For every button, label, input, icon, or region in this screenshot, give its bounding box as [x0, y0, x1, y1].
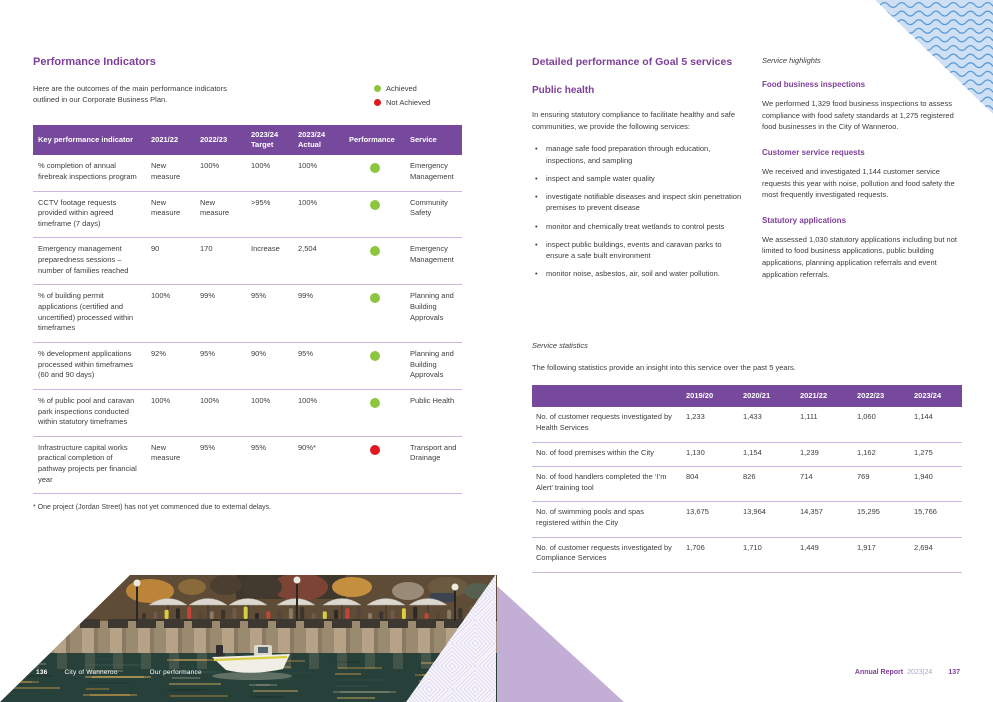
- kpi-service-cell: Transport and Drainage: [405, 436, 462, 494]
- stats-table-row: [532, 467, 962, 502]
- stats-value-cell: 1,940: [910, 467, 962, 502]
- page-title: Performance Indicators: [33, 56, 156, 68]
- kpi-actual-cell: 99%: [293, 285, 344, 343]
- service-list-item: • monitor and chemically treat wetlands to control pests: [532, 221, 746, 232]
- kpi-target-cell: 95%: [246, 436, 293, 494]
- kpi-table-row: [33, 238, 462, 285]
- kpi-indicator-cell: % of building permit applications (certified and uncertified) processed within timeframes: [33, 285, 146, 343]
- stats-value-cell: 13,675: [682, 502, 739, 537]
- col-header: Service: [405, 125, 462, 155]
- stats-value-cell: 714: [796, 467, 853, 502]
- services-bullet-list: [532, 143, 746, 279]
- legend-item-not-achieved: [374, 98, 462, 107]
- kpi-table-row: [33, 436, 462, 494]
- stats-value-cell: 13,964: [739, 502, 796, 537]
- kpi-table: [33, 125, 462, 494]
- stats-value-cell: 1,449: [796, 537, 853, 572]
- kpi-target-cell: Increase: [246, 238, 293, 285]
- stats-value-cell: 1,710: [739, 537, 796, 572]
- kpi-service-cell: Emergency Management: [405, 238, 462, 285]
- left-page: [33, 56, 462, 511]
- stats-value-cell: 1,433: [739, 407, 796, 442]
- stats-value-cell: 1,233: [682, 407, 739, 442]
- stats-value-cell: 1,154: [739, 442, 796, 467]
- lavender-triangle-decoration: [497, 586, 624, 702]
- stats-row-label: No. of swimming pools and spas registered within the City: [532, 502, 682, 537]
- highlight-text: We received and investigated 1,144 customer service requests this year with noise, pollution and food safety the most frequently investigated requests.: [762, 166, 955, 200]
- footnote: * One project (Jordan Street) has not yet commenced due to external delays.: [33, 504, 272, 512]
- stats-value-cell: 1,706: [682, 537, 739, 572]
- achieved-dot-icon: [374, 85, 381, 92]
- stats-value-cell: 15,295: [853, 502, 910, 537]
- kpi-2022-23-cell: 170: [195, 238, 246, 285]
- kpi-2021-22-cell: New measure: [146, 155, 195, 191]
- kpi-actual-cell: 100%: [293, 191, 344, 238]
- kpi-actual-cell: 100%: [293, 155, 344, 191]
- kpi-service-cell: Emergency Management: [405, 155, 462, 191]
- kpi-2022-23-cell: 100%: [195, 155, 246, 191]
- hatch-pattern-triangle: [406, 574, 498, 702]
- stats-row-label: No. of customer requests investigated by Compliance Services: [532, 537, 682, 572]
- service-highlight: [762, 148, 963, 201]
- kpi-target-cell: 100%: [246, 155, 293, 191]
- col-header: 2021/22: [796, 385, 853, 408]
- stats-row-label: No. of customer requests investigated by Health Services: [532, 407, 682, 442]
- stats-value-cell: 826: [739, 467, 796, 502]
- kpi-2022-23-cell: 99%: [195, 285, 246, 343]
- kpi-actual-cell: 95%: [293, 342, 344, 389]
- stats-table-row: [532, 407, 962, 442]
- service-list-item: • inspect public buildings, events and caravan parks to ensure a safe built environment: [532, 239, 746, 262]
- statistics-table-body: [532, 407, 962, 572]
- kpi-service-cell: Planning and Building Approvals: [405, 342, 462, 389]
- kpi-performance-cell: [344, 238, 405, 285]
- stats-value-cell: 2,694: [910, 537, 962, 572]
- intro-row: [33, 83, 462, 112]
- service-highlight: [762, 216, 963, 281]
- kpi-2022-23-cell: 100%: [195, 389, 246, 436]
- left-page-footer: [36, 669, 202, 676]
- stats-row-label: No. of food premises within the City: [532, 442, 682, 467]
- kpi-target-cell: 95%: [246, 285, 293, 343]
- kpi-performance-cell: [344, 436, 405, 494]
- right-page-main-column: [532, 56, 746, 287]
- stats-value-cell: 1,111: [796, 407, 853, 442]
- service-highlight-items: [762, 80, 963, 280]
- goal-title: Detailed performance of Goal 5 services: [532, 56, 733, 68]
- col-header: Key performance indicator: [33, 125, 146, 155]
- legend-label: Achieved: [386, 84, 417, 93]
- kpi-2021-22-cell: 100%: [146, 389, 195, 436]
- achieved-dot-icon: [370, 351, 380, 361]
- highlight-heading: Food business inspections: [762, 80, 866, 89]
- kpi-indicator-cell: Infrastructure capital works practical completion of pathway projects per financial year: [33, 436, 146, 494]
- service-statistics-intro: The following statistics provide an insight into this service over the past 5 years.: [532, 363, 796, 372]
- achieved-dot-icon: [370, 200, 380, 210]
- highlight-text: We performed 1,329 food business inspections to assess compliance with food safety standards at 1,275 registered food businesses in the City of Wanneroo.: [762, 99, 954, 132]
- intro-text: Here are the outcomes of the main performance indicators outlined in our Corporate Business Plan.: [33, 84, 227, 105]
- kpi-indicator-cell: CCTV footage requests provided within agreed timeframe (7 days): [33, 191, 146, 238]
- highlight-text: We assessed 1,030 statutory applications including but not limited to food business applications, public building applications, planning application referrals and event application referrals.: [762, 234, 957, 279]
- stats-value-cell: 1,917: [853, 537, 910, 572]
- right-page-footer: [855, 669, 960, 676]
- stats-value-cell: 1,239: [796, 442, 853, 467]
- service-highlights-label: Service highlights: [762, 56, 821, 65]
- not-achieved-dot-icon: [374, 99, 381, 106]
- footer-section: Our performance: [149, 669, 202, 676]
- kpi-indicator-cell: % development applications processed within timeframes (60 and 90 days): [33, 342, 146, 389]
- col-header: 2019/20: [682, 385, 739, 408]
- kpi-table-body: [33, 155, 462, 494]
- service-list-item: • investigate notifiable diseases and inspect skin penetration premises to prevent disease: [532, 191, 746, 214]
- kpi-performance-cell: [344, 155, 405, 191]
- kpi-service-cell: Public Health: [405, 389, 462, 436]
- col-header: 2023/24 Target: [246, 125, 293, 155]
- col-header: Performance: [344, 125, 405, 155]
- kpi-table-row: [33, 285, 462, 343]
- kpi-target-cell: 90%: [246, 342, 293, 389]
- legend-label: Not Achieved: [386, 98, 431, 107]
- col-header: 2022/23: [853, 385, 910, 408]
- statistics-table: [532, 385, 962, 573]
- kpi-table-row: [33, 342, 462, 389]
- col-header: [532, 385, 682, 408]
- kpi-table-row: [33, 155, 462, 191]
- service-highlight: [762, 80, 963, 133]
- stats-table-row: [532, 442, 962, 467]
- highlight-heading: Customer service requests: [762, 147, 865, 157]
- achieved-dot-icon: [370, 246, 380, 256]
- stats-value-cell: 1,275: [910, 442, 962, 467]
- page-number: 136: [36, 669, 48, 676]
- footer-report-year: 2023|24: [907, 669, 933, 676]
- kpi-2022-23-cell: New measure: [195, 191, 246, 238]
- kpi-actual-cell: 90%*: [293, 436, 344, 494]
- footer-brand: City of Wanneroo: [64, 669, 118, 676]
- kpi-table-row: [33, 191, 462, 238]
- kpi-indicator-cell: Emergency management preparedness sessions – number of families reached: [33, 238, 146, 285]
- service-list-item: • inspect and sample water quality: [532, 173, 746, 184]
- section-intro: In ensuring statutory compliance to facilitate healthy and safe communities, we provide the following services:: [532, 110, 736, 131]
- kpi-2021-22-cell: 92%: [146, 342, 195, 389]
- col-header: 2023/24 Actual: [293, 125, 344, 155]
- stats-value-cell: 1,060: [853, 407, 910, 442]
- stats-value-cell: 15,766: [910, 502, 962, 537]
- stats-value-cell: 769: [853, 467, 910, 502]
- stats-table-row: [532, 537, 962, 572]
- kpi-2022-23-cell: 95%: [195, 436, 246, 494]
- kpi-performance-cell: [344, 389, 405, 436]
- page-number: 137: [948, 669, 960, 676]
- kpi-actual-cell: 100%: [293, 389, 344, 436]
- kpi-performance-cell: [344, 285, 405, 343]
- stats-value-cell: 1,144: [910, 407, 962, 442]
- footer-report-label: Annual Report: [854, 669, 904, 676]
- kpi-table-row: [33, 389, 462, 436]
- kpi-2021-22-cell: New measure: [146, 436, 195, 494]
- achieved-dot-icon: [370, 398, 380, 408]
- kpi-2021-22-cell: 90: [146, 238, 195, 285]
- stats-row-label: No. of food handlers completed the ‘I’m Alert’ training tool: [532, 467, 682, 502]
- highlight-heading: Statutory applications: [762, 215, 847, 225]
- service-highlights-column: [762, 56, 963, 295]
- kpi-actual-cell: 2,504: [293, 238, 344, 285]
- stats-value-cell: 804: [682, 467, 739, 502]
- stats-value-cell: 1,130: [682, 442, 739, 467]
- kpi-service-cell: Community Safety: [405, 191, 462, 238]
- legend-item-achieved: [374, 84, 462, 93]
- kpi-2021-22-cell: 100%: [146, 285, 195, 343]
- kpi-performance-cell: [344, 342, 405, 389]
- achieved-dot-icon: [370, 293, 380, 303]
- stats-value-cell: 1,162: [853, 442, 910, 467]
- service-list-item: • monitor noise, asbestos, air, soil and water pollution.: [532, 268, 746, 279]
- section-heading: Public health: [532, 85, 595, 96]
- kpi-service-cell: Planning and Building Approvals: [405, 285, 462, 343]
- kpi-indicator-cell: % completion of annual firebreak inspections program: [33, 155, 146, 191]
- kpi-target-cell: >95%: [246, 191, 293, 238]
- kpi-target-cell: 100%: [246, 389, 293, 436]
- statistics-table-header: [532, 385, 962, 408]
- kpi-2021-22-cell: New measure: [146, 191, 195, 238]
- stats-table-row: [532, 502, 962, 537]
- not-achieved-dot-icon: [370, 445, 380, 455]
- kpi-performance-cell: [344, 191, 405, 238]
- col-header: 2023/24: [910, 385, 962, 408]
- kpi-table-header: [33, 125, 462, 155]
- stats-value-cell: 14,357: [796, 502, 853, 537]
- achieved-dot-icon: [370, 163, 380, 173]
- kpi-indicator-cell: % of public pool and caravan park inspections conducted within statutory timeframes: [33, 389, 146, 436]
- col-header: 2022/23: [195, 125, 246, 155]
- service-list-item: • manage safe food preparation through education, inspections, and sampling: [532, 143, 746, 166]
- service-statistics-block: [532, 341, 962, 573]
- col-header: 2020/21: [739, 385, 796, 408]
- service-statistics-label: Service statistics: [532, 341, 588, 350]
- kpi-2022-23-cell: 95%: [195, 342, 246, 389]
- col-header: 2021/22: [146, 125, 195, 155]
- performance-legend: [374, 83, 462, 112]
